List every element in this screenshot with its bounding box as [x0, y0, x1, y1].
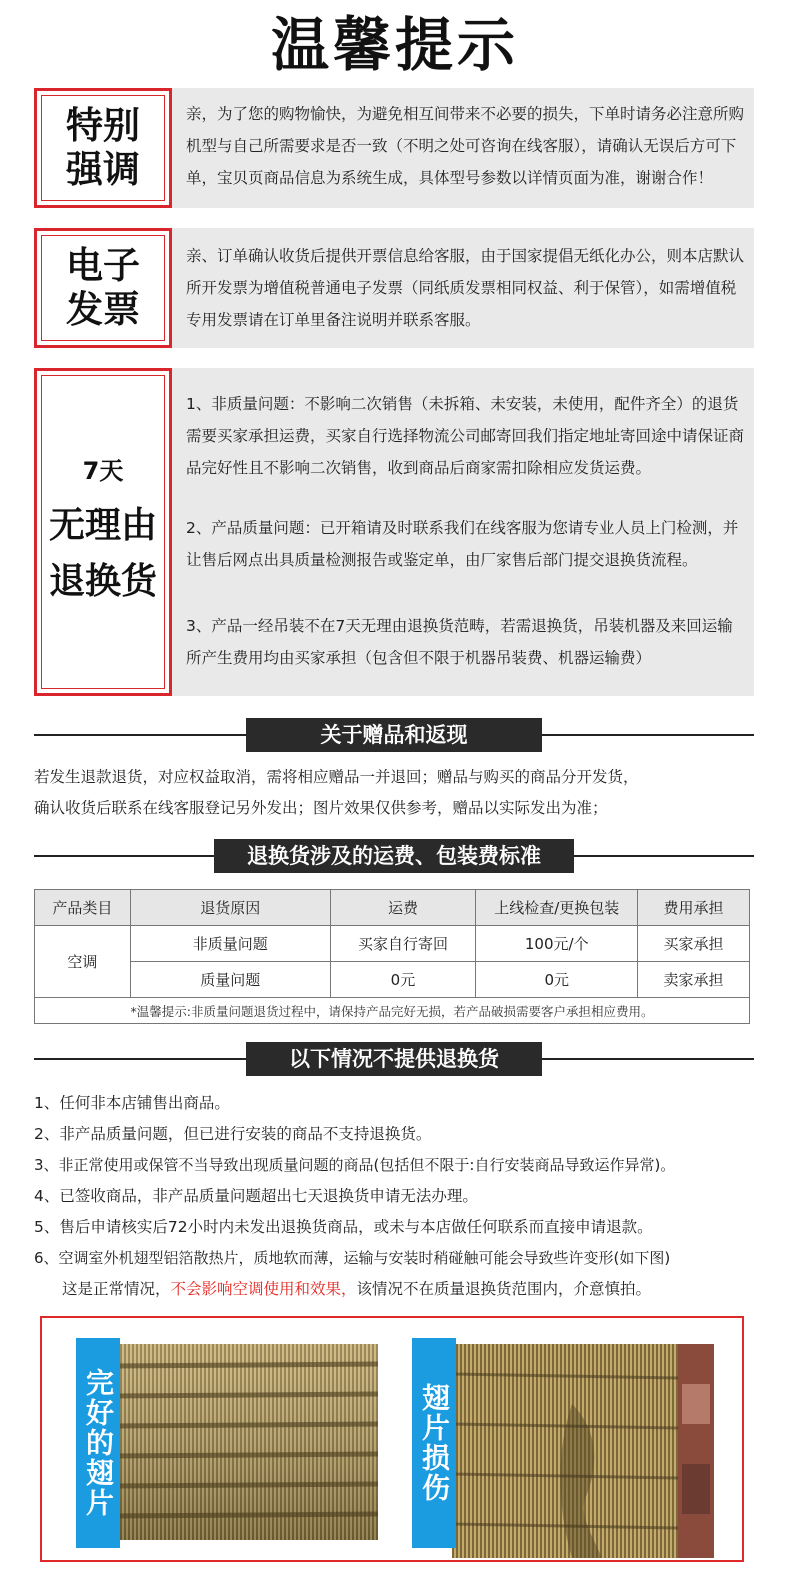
section-title: 关于赠品和返现 [246, 718, 542, 752]
table-cell: 买家承担 [638, 926, 750, 962]
gifts-line: 若发生退款退货，对应权益取消，需将相应赠品一并退回；赠品与购买的商品分开发货， [34, 768, 639, 786]
gifts-line: 确认收货后联系在线客服登记另外发出；图片效果仅供参考，赠品以实际发出为准； [34, 799, 608, 817]
notice-label-small: 7天 [82, 457, 124, 485]
table-cell: 卖家承担 [638, 962, 750, 998]
table-row [35, 926, 750, 962]
table-header: 费用承担 [638, 890, 750, 926]
list-item-continued [34, 1274, 774, 1305]
list-item: 3、非正常使用或保管不当导致出现质量问题的商品(包括但不限于:自行安装商品导致运作异常)。 [34, 1156, 676, 1174]
notice-item: 2、产品质量问题：已开箱请及时联系我们在线客服为您请专业人员上门检测，并让售后网点出具质量检测报告或鉴定单，由厂家售后部门提交退换货流程。 [186, 519, 739, 569]
good-fin-tag: 完好的翅片 [76, 1338, 120, 1548]
list-item: 6、空调室外机翅型铝箔散热片，质地软而薄，运输与安装时稍碰触可能会导致些许变形(如下图) [34, 1249, 671, 1267]
section-title: 以下情况不提供退换货 [246, 1042, 542, 1076]
table-cell-category: 空调 [35, 926, 131, 998]
list-item: 4、已签收商品，非产品质量问题超出七天退换货申请无法办理。 [34, 1187, 478, 1205]
table-header: 产品类目 [35, 890, 131, 926]
notice-invoice [34, 228, 754, 348]
notice-item: 1、非质量问题：不影响二次销售（未拆箱、未安装，未使用，配件齐全）的退货需要买家承担运费，买家自行选择物流公司邮寄回我们指定地址寄回途中请保证商品完好性且不影响二次销售，收到商品后商家需扣除相应发货运费。 [186, 395, 745, 477]
notice-label: 特别 强调 [66, 104, 140, 191]
good-fin-photo [116, 1344, 378, 1540]
table-cell: 质量问题 [130, 962, 330, 998]
table-cell: 买家自行寄回 [330, 926, 476, 962]
table-cell: 非质量问题 [130, 926, 330, 962]
table-header-row [35, 890, 750, 926]
section-title: 退换货涉及的运费、包装费标准 [214, 839, 574, 873]
table-cell: 0元 [330, 962, 476, 998]
table-header: 退货原因 [130, 890, 330, 926]
notice-label-box [34, 228, 172, 348]
damaged-fin-photo [452, 1344, 714, 1558]
list-item: 1、任何非本店铺售出商品。 [34, 1094, 230, 1112]
section-header-gifts [34, 718, 754, 752]
text-normal: 该情况不在质量退换货范围内，介意慎拍。 [356, 1280, 652, 1298]
text-normal: 这是正常情况， [62, 1280, 171, 1298]
notice-label: 无理由 退换货 [48, 505, 157, 602]
notice-special [34, 88, 754, 208]
list-item: 2、非产品质量问题，但已进行安装的商品不支持退换货。 [34, 1125, 432, 1143]
notice-text: 亲、订单确认收货后提供开票信息给客服，由于国家提倡无纸化办公，则本店默认所开发票为增值税普通电子发票（同纸质发票相同权益、利于保管），如需增值税专用发票请在订单里备注说明并联系客服。 [186, 247, 745, 329]
fin-comparison-box [40, 1316, 744, 1562]
page-title: 温馨提示 [270, 11, 519, 79]
table-cell: 100元/个 [476, 926, 638, 962]
table-note: *温馨提示:非质量问题退货过程中，请保持产品完好无损，若产品破损需要客户承担相应费用。 [35, 998, 750, 1024]
table-row [35, 962, 750, 998]
no-return-list [34, 1088, 774, 1305]
table-note-row [35, 998, 750, 1024]
list-item: 5、售后申请核实后72小时内未发出退换货商品，或未与本店做任何联系而直接申请退款。 [34, 1218, 653, 1236]
notice-return-policy [34, 368, 754, 696]
table-header: 运费 [330, 890, 476, 926]
table-cell: 0元 [476, 962, 638, 998]
section-header-no-return [34, 1042, 754, 1076]
notice-text: 亲，为了您的购物愉快，为避免相互间带来不必要的损失，下单时请务必注意所购机型与自己所需要求是否一致（不明之处可咨询在线客服），请确认无误后方可下单，宝贝页商品信息为系统生成，具体型号参数以详情页面为准，谢谢合作！ [186, 105, 745, 187]
damaged-fin-tag: 翅片损伤 [412, 1338, 456, 1548]
section-header-fees [34, 839, 754, 873]
notice-label-box [34, 368, 172, 696]
notice-label: 电子 发票 [66, 244, 140, 331]
text-highlight: 不会影响空调使用和效果， [170, 1280, 357, 1298]
table-header: 上线检查/更换包装 [476, 890, 638, 926]
fee-table [34, 889, 750, 1024]
notice-label-box [34, 88, 172, 208]
notice-item: 3、产品一经吊装不在7天无理由退换货范畴，若需退换货，吊装机器及来回运输所产生费用均由买家承担（包含但不限于机器吊装费、机器运输费） [186, 617, 733, 667]
